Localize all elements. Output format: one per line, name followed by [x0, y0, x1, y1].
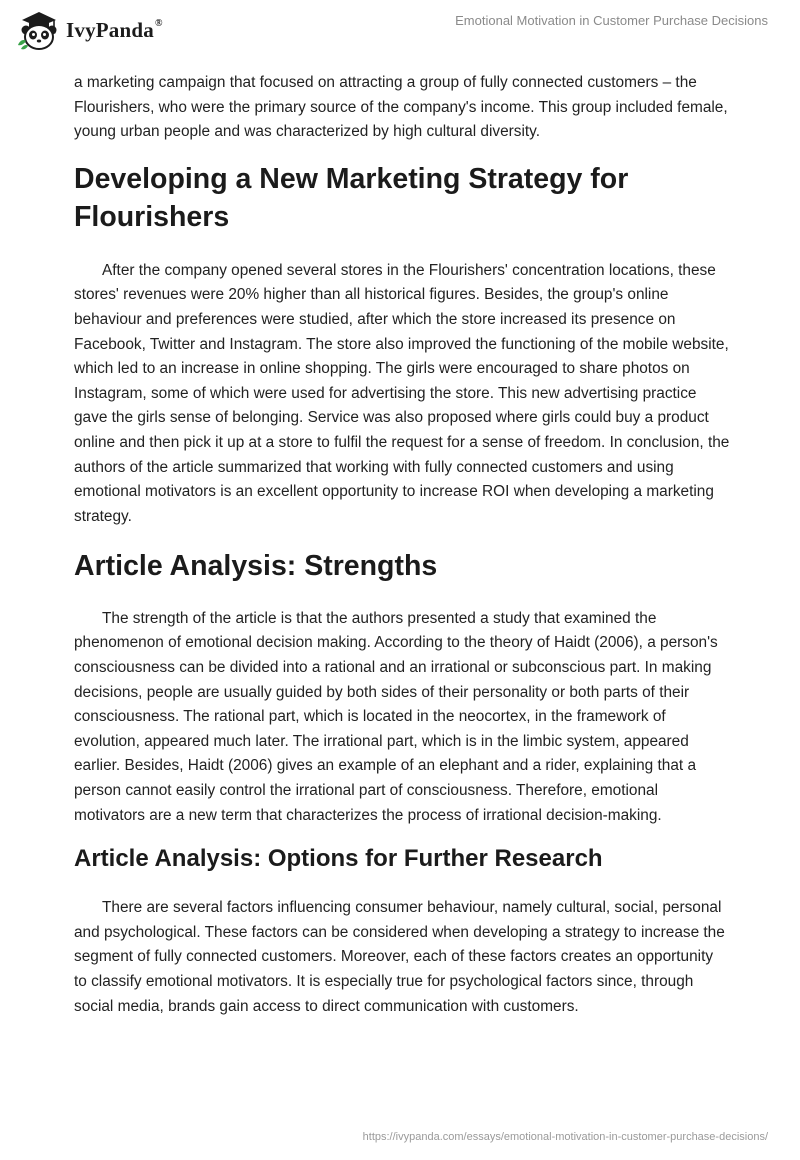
- panda-logo-icon: [16, 9, 62, 51]
- heading-further-research: Article Analysis: Options for Further Research: [74, 845, 603, 873]
- page-header: [0, 0, 800, 62]
- document-title: Emotional Motivation in Customer Purchase Decisions: [455, 13, 768, 28]
- logo-link[interactable]: [16, 9, 163, 51]
- heading-strengths: Article Analysis: Strengths: [74, 550, 438, 583]
- intro-paragraph: a marketing campaign that focused on attracting a group of fully connected customers – the Flourishers, who were the primary source of the company's income. This group included female, young urban people and was characterized by high cultural diversity.: [74, 74, 728, 141]
- paragraph-strengths: The strength of the article is that the authors presented a study that examined the phenomenon of emotional decision making. According to the theory of Haidt (2006), a person's consciousness can be divided into a rational and an irrational or subconscious part. In making decisions, people are usually guided by both sides of their personality or both parts of their consciousness. The rational part, which is located in the neocortex, in the framework of evolution, appeared much later. The irrational part, which is in the limbic system, appeared earlier. Besides, Haidt (2006) gives an example of an elephant and a rider, explaining that a person cannot easily control the irrational part of consciousness. Therefore, emotional motivators are a new term that characterizes the process of irrational decision-making.: [74, 609, 718, 824]
- brand-name: IvyPanda®: [66, 17, 163, 42]
- heading-new-marketing-strategy: Developing a New Marketing Strategy for Flourishers: [74, 162, 629, 234]
- source-url[interactable]: https://ivypanda.com/essays/emotional-motivation-in-customer-purchase-decisions/: [362, 1131, 768, 1143]
- paragraph-further-research: There are several factors influencing consumer behaviour, namely cultural, social, personal and psychological. These factors can be considered when developing a strategy to increase the segment of fully connected customers. Moreover, each of these factors creates an opportunity to classify emotional motivators. It is especially true for psychological factors since, through social media, brands gain access to direct communication with customers.: [74, 899, 725, 1015]
- paragraph-strategy: After the company opened several stores in the Flourishers' concentration locations, these stores' revenues were 20% higher than all historical figures. Besides, the group's online behaviour and preferences were studied, after which the store increased its presence on Facebook, Twitter and Instagram. The store also improved the functioning of the mobile website, which led to an increase in online shopping. The girls were encouraged to share photos on Instagram, some of which were used for advertising the store. This new advertising practice gave the girls sense of belonging. Service was also proposed where girls could buy a product online and then pick it up at a store to fulfil the request for a sense of freedom. In conclusion, the authors of the article summarized that working with fully connected customers and using emotional motivators is an excellent opportunity to increase ROI when developing a marketing strategy.: [74, 261, 730, 525]
- article-body: [74, 71, 730, 1019]
